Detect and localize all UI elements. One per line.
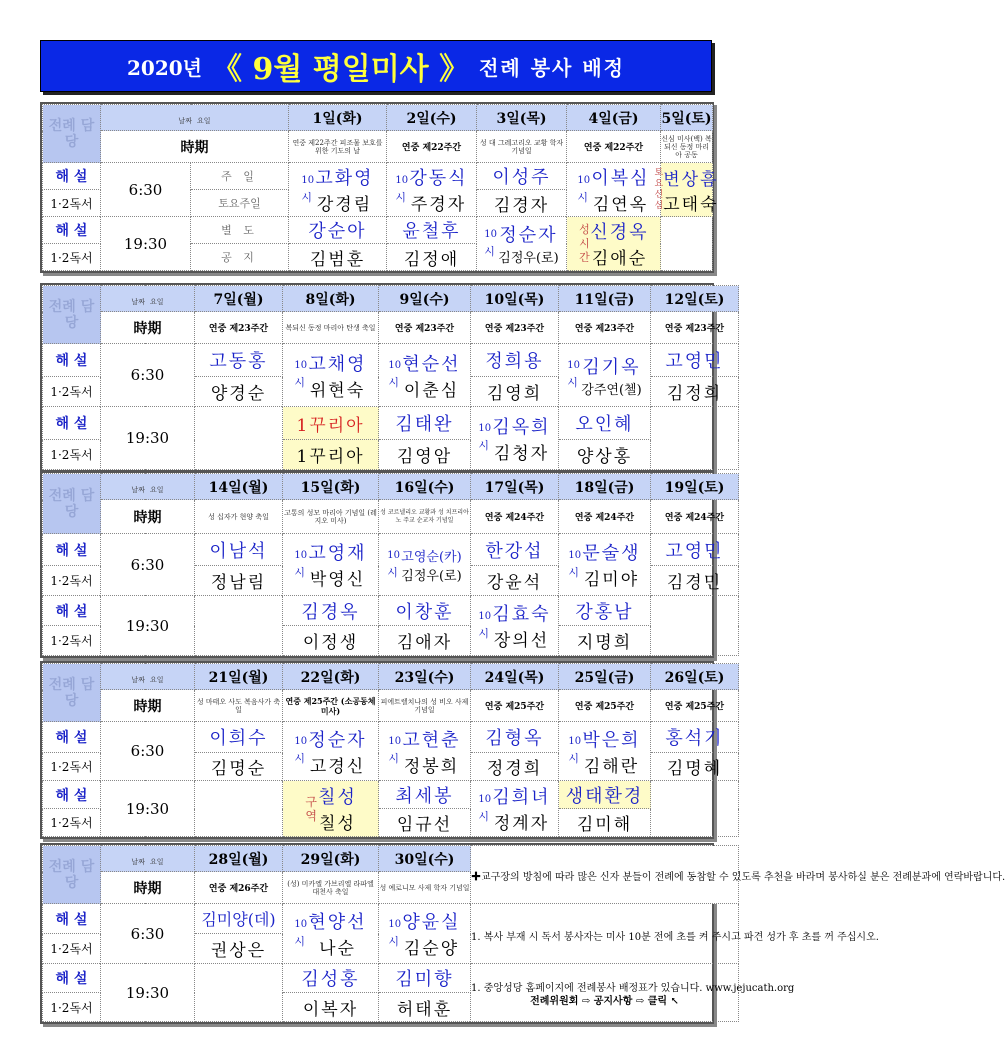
role-reader: 1·2독서: [43, 753, 101, 781]
day-header: 11일(금): [559, 286, 651, 312]
name: 고영민: [651, 344, 739, 377]
role-haeseol: 해 설: [43, 534, 101, 566]
name: 오인혜: [559, 407, 651, 440]
name: 현양선: [308, 912, 367, 933]
role-reader: 1·2독서: [43, 244, 101, 271]
name: 고영민: [651, 534, 739, 566]
name: 고경신: [309, 756, 366, 777]
name: 김정희: [651, 377, 739, 407]
name: 1꾸리아: [283, 407, 379, 440]
day-desc: 연중 제22주간 피조물 보호를 위한 기도의 날: [289, 131, 387, 163]
role-haeseol: 해 설: [43, 344, 101, 377]
name: 강주연(첼): [581, 382, 642, 398]
name: 고채영: [308, 353, 367, 375]
day-desc: 복되신 동정 마리아 탄생 축일: [283, 312, 379, 344]
day-header: 8일(화): [283, 286, 379, 312]
note-homepage: 1. 중앙성당 홈페이지에 전례봉사 배정표가 있습니다. www.jejucath.org: [471, 982, 795, 994]
day-desc: 성 코르넬리오 교황과 성 치프리아노 주교 순교자 기념일: [379, 500, 471, 534]
header-label: 전례 담당: [43, 664, 101, 722]
time-630: 6:30: [101, 163, 191, 217]
time-1930: 19:30: [101, 964, 195, 1022]
week5-block: 전례 담당 날짜 요일 28일(월) 29일(화) 30일(수) ✚교구장의 방침에 따라 많은 신자 분들이 전례에 동참할 수 있도록 추천을 바라며 봉사하실 분은 전례분과에 연락바랍니다. 時期 연중 제26주간 (성) 미카엘 가브리엘 라파엘 대천사 축일 성 예로니모 사제 학자 기념일 해 설 6:30 김미양(데) 10 시 현양선 나순 10 시 양윤실 김순양 1. 복사 부재 시 독서 봉사자는 미사 10분 전에 초를 켜 주시고 파견 성가 후 초를 꺼 주십시오. 1·2독서 권상은 해 설 19:30 김성홍 김미향 1. 중앙성당 홈페이지에 전례봉사 배정표가 있습니다. www.jejucath.org 전례위원회 ⇨ 공지사항 ⇨ 클릭 ↖ 1·2독서 이복자 허태훈: [40, 843, 714, 1024]
name: 박영신: [309, 570, 366, 590]
name: 김태완: [379, 407, 471, 440]
title-sub: 전례 봉사 배정: [479, 55, 625, 80]
name: 김명혜: [651, 753, 739, 781]
time-1930: 19:30: [101, 217, 191, 271]
day-desc: 연중 제23주간: [195, 312, 283, 344]
name: 변상흠: [663, 169, 719, 190]
day-header: 15일(화): [283, 474, 379, 500]
role-haeseol: 해 설: [43, 217, 101, 244]
tosinsim-label: 토요신심: [654, 167, 664, 211]
name: 김성홍: [283, 964, 379, 993]
day-desc: 고통의 성모 마리아 기념일 (레지오 미사): [283, 500, 379, 534]
role-haeseol: 해 설: [43, 964, 101, 993]
name: 정순자: [308, 729, 367, 751]
label-to: 토요주일: [191, 190, 289, 217]
role-reader: 1·2독서: [43, 626, 101, 656]
label-ju: 주 일: [191, 163, 289, 190]
role-haeseol: 해 설: [43, 781, 101, 809]
time-1930: 19:30: [101, 407, 195, 470]
role-reader: 1·2독서: [43, 377, 101, 407]
name: 위현숙: [309, 380, 366, 401]
name: 임규선: [379, 809, 471, 837]
name: 박은희: [582, 729, 641, 751]
day-desc: 연중 제25주간: [559, 690, 651, 722]
name: 김효숙: [492, 604, 551, 625]
name: 나순: [319, 939, 356, 959]
name: 김형옥: [471, 722, 559, 753]
name: 김범훈: [289, 244, 387, 271]
name: 김애자: [379, 626, 471, 656]
day-header: 1일(화): [289, 105, 387, 131]
guyeok-label: 구역: [305, 794, 317, 823]
day-header: 28일(월): [195, 846, 283, 872]
name: 김옥희: [492, 416, 551, 438]
name: 양윤실: [402, 912, 461, 933]
day-desc: 연중 제24주간: [559, 500, 651, 534]
name: 홍석기: [651, 722, 739, 753]
name: 최세봉: [379, 781, 471, 809]
name: 정봉희: [403, 756, 460, 777]
role-reader: 1·2독서: [43, 566, 101, 596]
name: 이복자: [283, 993, 379, 1022]
name: 강경림: [316, 195, 373, 215]
time-630: 6:30: [101, 344, 195, 407]
day-desc: 성 마태오 사도 복음사가 축일: [195, 690, 283, 722]
role-reader: 1·2독서: [43, 440, 101, 470]
day-header: 5일(토): [661, 105, 713, 131]
name: 이복심: [591, 168, 650, 189]
name: 현순선: [402, 353, 461, 375]
day-header: 16일(수): [379, 474, 471, 500]
day-header: 2일(수): [387, 105, 477, 131]
page-title: [40, 40, 712, 92]
name: 김영희: [471, 377, 559, 407]
name: 문술생: [582, 543, 641, 564]
week2-block: 전례 담당 날짜 요일 7일(월) 8일(화) 9일(수) 10일(목) 11일(금) 12일(토) 時期 연중 제23주간 복되신 동정 마리아 탄생 축일 연중 제23주간 연중 제23주간 연중 제23주간 연중 제23주간 해 설 6:30 고동홍 10 시 고채영 위현숙 10 시 현순선 이춘심 정희용 10 시 김기옥 강주연(첼) 고영민 1·2독서 양경순 김영희 김정희 해 설 19:30 1꾸리아 김태완 10 시 김옥희 김청자 오인혜 1·2독서 1꾸리아 김영암 양상홍: [40, 283, 714, 472]
note-recruit: ✚교구장의 방침에 따라 많은 신자 분들이 전례에 동참할 수 있도록 추천을 바라며 봉사하실 분은 전례분과에 연락바랍니다.: [471, 846, 739, 904]
name: 고동홍: [195, 344, 283, 377]
day-desc: 연중 제22주간: [567, 131, 661, 163]
role-reader: 1·2독서: [43, 934, 101, 964]
name: 이남석: [195, 534, 283, 566]
day-header: 9일(수): [379, 286, 471, 312]
day-desc: 연중 제23주간: [559, 312, 651, 344]
day-header: 24일(목): [471, 664, 559, 690]
name: 김명순: [195, 753, 283, 781]
time-630: 6:30: [101, 904, 195, 964]
name: 양상홍: [559, 440, 651, 470]
name: 고태숙: [663, 194, 719, 215]
name: 김희녀: [492, 787, 551, 808]
day-header: 17일(목): [471, 474, 559, 500]
name: 이성주: [477, 163, 567, 190]
sigi-label: 時期: [101, 500, 195, 534]
week3-block: 전례 담당 날짜 요일 14일(월) 15일(화) 16일(수) 17일(목) 18일(금) 19일(토) 時期 성 십자가 현양 축일 고통의 성모 마리아 기념일 (레지오 미사) 성 코르넬리오 교황과 성 치프리아노 주교 순교자 기념일 연중 제24주간 연중 제24주간 연중 제24주간 해 설 6:30 이남석 10 시 고영재 박영신 10 시 고영순(카) 김정우(로) 한강섭 10 시 문술생 김미야 고영민 1·2독서 정남림 강윤석 김경민 해 설 19:30 김경옥 이창훈 10 시 김효숙 장의선 강홍남 1·2독서 이정생 김애자 지명희: [40, 471, 714, 658]
note-menu-path: 전례위원회 ⇨ 공지사항 ⇨ 클릭 ↖: [530, 995, 679, 1007]
day-desc: 성 십자가 현양 축일: [195, 500, 283, 534]
role-reader: 1·2독서: [43, 993, 101, 1022]
sigi-label: 時期: [101, 312, 195, 344]
name: 강윤석: [471, 566, 559, 596]
day-desc: 연중 제25주간: [471, 690, 559, 722]
day-header: 29일(화): [283, 846, 379, 872]
name: 김경민: [651, 566, 739, 596]
name: 강동식: [409, 168, 468, 189]
title-year: 2020년: [127, 55, 202, 80]
name: 김정우(로): [498, 251, 559, 266]
day-header: 4일(금): [567, 105, 661, 131]
name: 1꾸리아: [283, 440, 379, 470]
day-desc: 성 예로니모 사제 학자 기념일: [379, 872, 471, 904]
header-label: 전례 담당: [43, 105, 101, 163]
day-desc: (성) 미카엘 가브리엘 라파엘 대천사 축일: [283, 872, 379, 904]
day-header: 18일(금): [559, 474, 651, 500]
name: 김정우(로): [401, 568, 462, 584]
name: 김경옥: [283, 596, 379, 626]
note-candles: 1. 복사 부재 시 독서 봉사자는 미사 10분 전에 초를 켜 주시고 파견 성가 후 초를 꺼 주십시오.: [471, 904, 739, 964]
day-desc: 성 대 그레고리오 교황 학자 기념일: [477, 131, 567, 163]
day-desc: 연중 제24주간: [471, 500, 559, 534]
day-header: 22일(화): [283, 664, 379, 690]
name: 정남림: [195, 566, 283, 596]
name: 김애순: [591, 249, 648, 269]
name: 칠성: [318, 787, 357, 808]
name: 정경희: [471, 753, 559, 781]
label-gong: 공 지: [191, 244, 289, 271]
week1-block: 전례 담당 날짜 요일 1일(화) 2일(수) 3일(목) 4일(금) 5일(토) 時期 연중 제22주간 피조물 보호를 위한 기도의 날 연중 제22주간 성 대 그레고리오 교황 학자 기념일 연중 제22주간 신심 미사(백) 복되신 동정 마리아 공동 해 설 6:30 주 일 10 시 고화영 강경림 10 시 강동식 주경자 이성주 10 시 이복심 김연옥 토요신심 변상흠 고태숙 1·2독서 토요주일 김경자 해 설 19:30 별 도 강순아 윤철후 10 시 정순자 김정우(로) 성시간 신경옥 김애순 1·2독서 공 지 김범훈 김정애: [40, 102, 714, 273]
day-header: 19일(토): [651, 474, 739, 500]
name: 김해란: [583, 756, 640, 777]
name: 이희수: [195, 722, 283, 753]
day-header: 23일(수): [379, 664, 471, 690]
day-header: 14일(월): [195, 474, 283, 500]
name: 정희용: [471, 344, 559, 377]
time-1930: 19:30: [101, 781, 195, 837]
name: 김미해: [559, 809, 651, 837]
name: 주경자: [410, 195, 467, 215]
name: 고영재: [308, 543, 367, 564]
name: 허태훈: [379, 993, 471, 1022]
day-desc: 신심 미사(백) 복되신 동정 마리아 공동: [661, 131, 713, 163]
day-desc: 연중 제23주간: [379, 312, 471, 344]
header-label: 전례 담당: [43, 286, 101, 344]
day-desc: 연중 제22주간: [387, 131, 477, 163]
title-main: 《 9월 평일미사 》: [212, 52, 470, 87]
day-header: 25일(금): [559, 664, 651, 690]
day-header: 12일(토): [651, 286, 739, 312]
name: 이정생: [283, 626, 379, 656]
name: 신경옥: [590, 222, 649, 243]
name: 고현춘: [402, 729, 461, 751]
time-630: 6:30: [101, 722, 195, 781]
name: 정순자: [499, 225, 558, 246]
name: 칠성: [319, 814, 356, 834]
name: 한강섭: [471, 534, 559, 566]
name: 장의선: [493, 631, 550, 651]
header-label: 전례 담당: [43, 474, 101, 534]
name: 고화영: [315, 168, 374, 189]
seongsigan-label: 성시간: [579, 222, 590, 264]
day-header: 21일(월): [195, 664, 283, 690]
name: 김영암: [379, 440, 471, 470]
name: 정계자: [493, 814, 550, 834]
name: 양경순: [195, 377, 283, 407]
label-byeol: 별 도: [191, 217, 289, 244]
day-header: 30일(수): [379, 846, 471, 872]
name: 김미양(데): [195, 904, 283, 934]
role-haeseol: 해 설: [43, 163, 101, 190]
day-header: 10일(목): [471, 286, 559, 312]
name: 김기옥: [582, 356, 641, 378]
day-desc: 연중 제25주간: [651, 690, 739, 722]
day-header: 26일(토): [651, 664, 739, 690]
role-haeseol: 해 설: [43, 596, 101, 626]
name: 고영순(카): [401, 549, 462, 565]
role-reader: 1·2독서: [43, 809, 101, 837]
name: 김정애: [387, 244, 477, 271]
role-haeseol: 해 설: [43, 904, 101, 934]
day-desc: 피에트렐치나의 성 비오 사제 기념일: [379, 690, 471, 722]
name: 지명희: [559, 626, 651, 656]
role-haeseol: 해 설: [43, 722, 101, 753]
time-630: 6:30: [101, 534, 195, 596]
day-desc: 연중 제23주간: [471, 312, 559, 344]
name: 생태환경: [559, 781, 651, 809]
name: 강홍남: [559, 596, 651, 626]
header-label: 전례 담당: [43, 846, 101, 904]
day-header: 7일(월): [195, 286, 283, 312]
day-desc: 연중 제23주간: [651, 312, 739, 344]
sigi-label: 時期: [101, 690, 195, 722]
time-1930: 19:30: [101, 596, 195, 656]
name: 김순양: [403, 939, 460, 959]
name: 김경자: [477, 190, 567, 217]
name: 이춘심: [403, 380, 460, 401]
sigi-label: 時期: [101, 131, 289, 163]
name: 김청자: [493, 443, 550, 464]
sigi-label: 時期: [101, 872, 195, 904]
name: 이창훈: [379, 596, 471, 626]
day-desc: 연중 제26주간: [195, 872, 283, 904]
name: 김미야: [583, 570, 640, 590]
name: 권상은: [195, 934, 283, 964]
role-reader: 1·2독서: [43, 190, 101, 217]
day-header: 3일(목): [477, 105, 567, 131]
week4-block: 전례 담당 날짜 요일 21일(월) 22일(화) 23일(수) 24일(목) 25일(금) 26일(토) 時期 성 마태오 사도 복음사가 축일 연중 제25주간 (소공동체 미사) 피에트렐치나의 성 비오 사제 기념일 연중 제25주간 연중 제25주간 연중 제25주간 해 설 6:30 이희수 10 시 정순자 고경신 10 시 고현춘 정봉희 김형옥 10 시 박은희 김해란 홍석기 1·2독서 김명순 정경희 김명혜 해 설 19:30 구역 칠성 칠성 최세봉 10 시 김희녀 정계자 생태환경 1·2독서 임규선 김미해: [40, 661, 714, 839]
name: 윤철후: [387, 217, 477, 244]
name: 김연옥: [592, 195, 649, 215]
day-desc: 연중 제24주간: [651, 500, 739, 534]
day-desc: 연중 제25주간 (소공동체 미사): [283, 690, 379, 722]
name: 강순아: [289, 217, 387, 244]
role-haeseol: 해 설: [43, 407, 101, 440]
name: 김미향: [379, 964, 471, 993]
